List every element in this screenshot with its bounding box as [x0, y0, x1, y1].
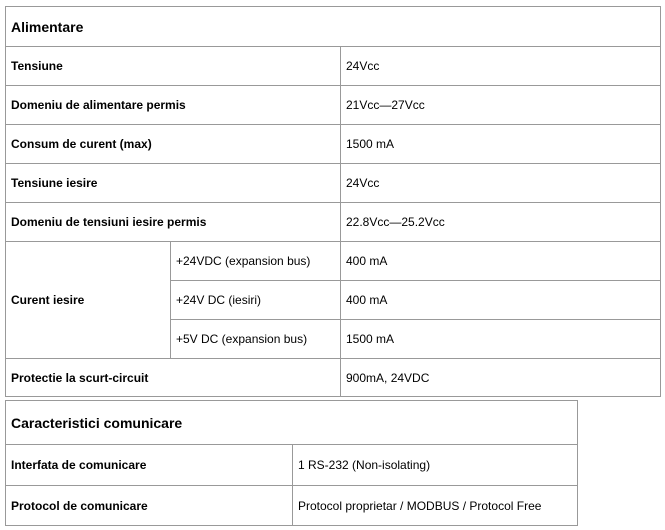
- spec-label: Protocol de comunicare: [6, 486, 293, 526]
- table-row: [6, 203, 661, 242]
- spec-value: 21Vcc—27Vcc: [341, 86, 661, 125]
- table-row: [6, 125, 661, 164]
- spec-value: 22.8Vcc—25.2Vcc: [341, 203, 661, 242]
- power-title-row: [6, 7, 661, 47]
- spec-value: 900mA, 24VDC: [341, 359, 661, 397]
- table-row: [6, 486, 578, 526]
- sub-spec-label: +5V DC (expansion bus): [171, 320, 341, 359]
- spec-label: Domeniu de alimentare permis: [6, 86, 341, 125]
- spec-label: Domeniu de tensiuni iesire permis: [6, 203, 341, 242]
- spec-label: Interfata de comunicare: [6, 445, 293, 486]
- spec-label: Tensiune iesire: [6, 164, 341, 203]
- output-current-label: Curent iesire: [6, 242, 171, 359]
- table-row: [6, 86, 661, 125]
- spec-value: 1500 mA: [341, 125, 661, 164]
- sub-spec-value: 1500 mA: [341, 320, 661, 359]
- power-spec-table: [5, 6, 661, 397]
- sub-spec-value: 400 mA: [341, 281, 661, 320]
- spec-label: Tensiune: [6, 47, 341, 86]
- communication-spec-table: [5, 400, 578, 526]
- spec-value: Protocol proprietar / MODBUS / Protocol Free: [293, 486, 578, 526]
- spec-value: 1 RS-232 (Non-isolating): [293, 445, 578, 486]
- spec-value: 24Vcc: [341, 47, 661, 86]
- sub-spec-label: +24VDC (expansion bus): [171, 242, 341, 281]
- table-row: [6, 164, 661, 203]
- table-row: [6, 242, 661, 281]
- spec-label: Protectie la scurt-circuit: [6, 359, 341, 397]
- communication-table-title: Caracteristici comunicare: [6, 401, 578, 445]
- table-row: [6, 359, 661, 397]
- table-row: [6, 445, 578, 486]
- communication-title-row: [6, 401, 578, 445]
- power-table-title: Alimentare: [6, 7, 661, 47]
- sub-spec-value: 400 mA: [341, 242, 661, 281]
- spec-value: 24Vcc: [341, 164, 661, 203]
- table-row: [6, 47, 661, 86]
- spec-label: Consum de curent (max): [6, 125, 341, 164]
- sub-spec-label: +24V DC (iesiri): [171, 281, 341, 320]
